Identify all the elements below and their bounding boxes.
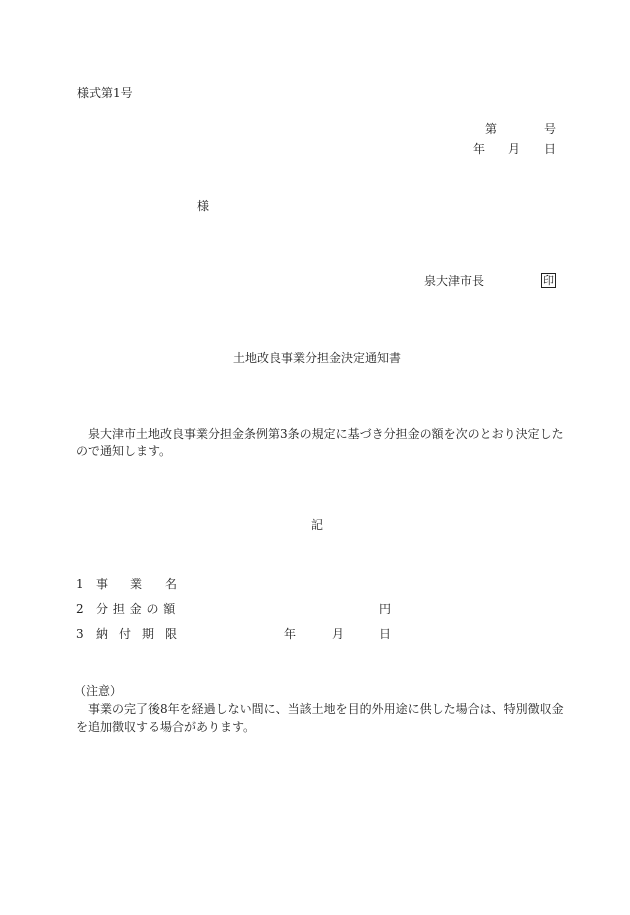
addressee-honorific: 様 bbox=[197, 199, 210, 213]
item3-char1: 納 bbox=[96, 627, 109, 641]
item3-day: 日 bbox=[379, 627, 392, 641]
item1-char1: 事 bbox=[96, 577, 109, 591]
date-day: 日 bbox=[544, 142, 557, 156]
item3-char3: 期 bbox=[142, 627, 155, 641]
item3-char2: 付 bbox=[119, 627, 132, 641]
item3-year: 年 bbox=[284, 627, 297, 641]
doc-no-prefix: 第 bbox=[485, 122, 498, 136]
item2-label: 分 担 金 の 額 bbox=[96, 602, 176, 616]
item1-char3: 名 bbox=[165, 577, 178, 591]
note-heading: （注意） bbox=[74, 684, 123, 698]
body-line-1: 泉大津市土地改良事業分担金条例第3条の規定に基づき分担金の額を次のとおり決定した bbox=[88, 427, 564, 441]
item3-month: 月 bbox=[332, 627, 345, 641]
sender-name: 泉大津市長 bbox=[424, 274, 485, 288]
seal-text: 印 bbox=[543, 274, 554, 287]
ki-heading: 記 bbox=[311, 518, 324, 532]
doc-no-suffix: 号 bbox=[544, 122, 557, 136]
body-line-2: ので通知します。 bbox=[76, 444, 172, 458]
document-title: 土地改良事業分担金決定通知書 bbox=[233, 351, 402, 365]
item2-number: 2 bbox=[76, 602, 84, 616]
date-month: 月 bbox=[508, 142, 521, 156]
form-number: 様式第1号 bbox=[77, 86, 133, 100]
note-line-1: 事業の完了後8年を経過しない間に、当該土地を目的外用途に供した場合は、特別徴収金 bbox=[88, 702, 564, 716]
item2-unit: 円 bbox=[379, 602, 392, 616]
date-year: 年 bbox=[473, 142, 486, 156]
seal-mark bbox=[541, 273, 556, 288]
item1-char2: 業 bbox=[130, 577, 143, 591]
note-line-2: を追加徴収する場合があります。 bbox=[76, 720, 256, 734]
item3-number: 3 bbox=[76, 627, 84, 641]
item3-char4: 限 bbox=[165, 627, 178, 641]
item1-number: 1 bbox=[76, 577, 84, 591]
